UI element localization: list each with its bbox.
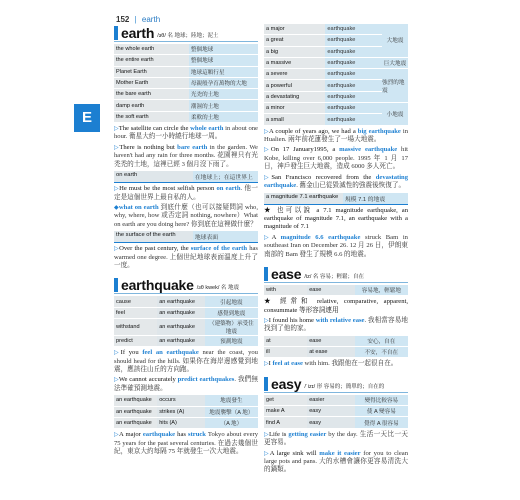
entry-header-earth [114, 26, 258, 42]
example-text: A large sink will [269, 449, 320, 457]
example-sentence [114, 144, 258, 169]
table-cell: 地球這顆行星 [189, 66, 258, 77]
example-sentence [114, 431, 258, 456]
example-text: He must be the most selfish person [119, 185, 217, 193]
entry-header-earthquake [114, 278, 258, 294]
example-highlight: magnitude 6.6 earthquake [280, 233, 361, 241]
example-highlight: getting easier [288, 430, 327, 438]
group-label: 巨大地震 [382, 58, 408, 69]
pronunciation: /ɜθ/ 名 地球；陸地；泥土 [157, 33, 219, 39]
example-highlight: predict earthquakes [177, 376, 235, 384]
table-cell: earthquake [325, 58, 382, 69]
header-word: earth [141, 15, 161, 24]
example-text: hit Kobe, killing over 6,000 people. 1995 年 1 月 17 日，神戶發生巨大地震，造成 6000 多人死亡。 [264, 146, 408, 171]
example-text: near the coast, you should head for the hills. 如果你在海岸邊感覺到地震，應該往山丘的方向跑。 [114, 349, 258, 374]
table-cell: earthquake [325, 35, 382, 46]
example-sentence [264, 174, 408, 191]
entry-header-ease [264, 267, 408, 283]
magnitude-group [264, 69, 408, 103]
example-text: has warmed one degree. 上個世紀地球表面溫度上升了一度。 [114, 245, 258, 269]
table-cell: cause [114, 296, 157, 307]
table-cell: predict [114, 335, 157, 346]
entry-bar-icon [264, 267, 268, 281]
headword: easy [271, 375, 302, 392]
table-row [114, 318, 258, 335]
example-text: The satellite can circle the [118, 125, 191, 133]
table-cell: a severe [264, 69, 325, 80]
table-row [114, 406, 258, 417]
example-highlight: on earth [216, 185, 241, 193]
table-row [114, 77, 258, 88]
group-label: 強烈的地震 [382, 69, 408, 103]
triangle-icon: ▷ [114, 350, 121, 357]
table-row [114, 296, 258, 307]
table-cell: ease [307, 336, 355, 347]
example-sentence [264, 360, 408, 368]
phrase-bar [114, 171, 258, 183]
example-text: If you [120, 349, 143, 357]
table-cell: a major [264, 24, 325, 35]
table-cell: feel [114, 307, 157, 318]
collocation-table [264, 285, 408, 296]
table-cell: an earthquake [157, 307, 205, 318]
page-header [116, 15, 160, 24]
table-row [114, 66, 258, 77]
example-sentence [114, 349, 258, 374]
table-cell: a devastating [264, 91, 325, 102]
triangle-icon: ▷ [264, 361, 269, 368]
example-highlight: whole earth [190, 125, 224, 133]
diamond-icon: ◆ [114, 204, 119, 211]
example-sentence [114, 185, 258, 202]
table-row [264, 417, 408, 428]
table-cell: an earthquake [114, 417, 157, 428]
example-text: with him. 我跟他在一起很自在。 [302, 360, 398, 368]
example-text: . 舊金山已從毀滅性的強震後恢復了。 [296, 182, 406, 190]
table-row [264, 24, 382, 35]
table-cell: 使 A 變容易 [355, 406, 408, 417]
table-cell: with [264, 285, 307, 296]
magnitude-group [264, 103, 408, 126]
table-cell: earthquake [325, 46, 382, 57]
collocation-table [264, 336, 408, 359]
table-cell: easier [307, 395, 355, 406]
table-cell: 地震襲擊（A 地） [205, 406, 258, 417]
example-text: On 17 January1995, a [270, 146, 340, 154]
table-row [114, 100, 258, 111]
table-cell: occurs [157, 395, 205, 406]
table-row [264, 347, 408, 358]
entry-bar-icon [114, 278, 118, 292]
headword: earth [121, 25, 155, 41]
example-sentence [264, 146, 408, 171]
table-row [114, 335, 258, 346]
magnitude-table [264, 58, 382, 69]
example-text: struck Bam in southeast Iran on December 26. 12 月 26 日，伊朗東南部的 Bam 發生了規模 6.6 的地震。 [264, 233, 408, 258]
triangle-icon: ▷ [114, 186, 120, 193]
table-cell: 柔軟的土地 [189, 111, 258, 122]
table-cell: 感覺到地震 [205, 307, 258, 318]
entry-bar-icon [114, 26, 118, 40]
table-cell: easy [307, 406, 355, 417]
table-cell: an earthquake [114, 395, 157, 406]
example-highlight: with relative ease [315, 317, 365, 325]
example-highlight: surface of the earth [190, 245, 248, 253]
table-row [114, 307, 258, 318]
table-row [264, 69, 382, 80]
table-row [114, 417, 258, 428]
example-text: . 我相當容易地找到了他的家。 [264, 317, 409, 333]
triangle-icon: ▷ [114, 126, 119, 133]
table-cell: Mother Earth [114, 77, 189, 88]
pronunciation: /iz/ 名 容易；輕鬆；自在 [304, 273, 364, 280]
triangle-icon: ▷ [264, 128, 269, 135]
table-row [264, 80, 382, 91]
table-cell: the soft earth [114, 111, 189, 122]
example-text: . 他一定是這個世界上最自私的人。 [114, 185, 258, 201]
table-cell: an earthquake [157, 335, 205, 346]
example-sentence [114, 245, 258, 270]
table-cell: 整個地球 [189, 55, 258, 66]
table-cell: 引起地震 [205, 296, 258, 307]
example-text: I found his home [268, 317, 316, 325]
collocation-table [264, 395, 408, 429]
headword: earthquake [121, 277, 194, 294]
example-sentence [264, 234, 408, 259]
triangle-icon: ▷ [264, 450, 270, 457]
triangle-icon: ▷ [114, 432, 120, 439]
collocation-table [114, 44, 258, 123]
page-number: 152 [116, 15, 130, 24]
table-cell: a small [264, 114, 325, 125]
table-cell: the entire earth [114, 55, 189, 66]
phrase-bar [114, 231, 258, 243]
table-cell: 不安，不自在 [355, 347, 408, 358]
triangle-icon: ▷ [114, 246, 120, 253]
table-row [264, 35, 382, 46]
table-cell: earthquake [325, 80, 382, 91]
triangle-icon: ▷ [264, 234, 272, 241]
phrase-value: 地球表面 [193, 231, 258, 243]
note-text: ★ 經常和 relative, comparative, apparent, consummate 等形容詞連用 [264, 298, 408, 314]
table-cell: 變得比較容易 [355, 395, 408, 406]
magnitude-group [264, 58, 408, 69]
example-text: A [271, 233, 281, 241]
table-row [264, 103, 382, 114]
table-cell: 地震發生 [205, 395, 258, 406]
example-highlight: massive earthquake [339, 146, 398, 154]
collocation-table [114, 395, 258, 429]
example-highlight: struck [188, 431, 206, 439]
example-text: in about one hour. 衛星大約一小時繞行地球一周。 [114, 125, 258, 141]
table-row [264, 285, 408, 296]
example-sentence [114, 376, 258, 393]
table-row [264, 91, 382, 102]
example-text: I [268, 360, 273, 368]
table-cell: an earthquake [157, 318, 205, 335]
example-sentence [114, 204, 258, 229]
table-cell: the whole earth [114, 44, 189, 55]
example-text: San Francisco recovered from the [271, 173, 376, 181]
example-highlight: make it easier [319, 449, 361, 457]
table-cell: the bare earth [114, 89, 189, 100]
table-cell: a powerful [264, 80, 325, 91]
triangle-icon: ▷ [264, 174, 272, 181]
table-cell: 潮濕的土地 [189, 100, 258, 111]
example-text: . 我們無法準確預測地震。 [114, 376, 258, 392]
example-highlight: devastating earthquake [264, 173, 408, 190]
table-row [114, 89, 258, 100]
magnitude-table [264, 24, 382, 58]
example-highlight: big earthquake [357, 127, 401, 135]
table-cell: 容易地，輕鬆地 [355, 285, 408, 296]
example-text: Life is [268, 430, 289, 438]
table-cell: earthquake [325, 91, 382, 102]
phrase-key: a magnitude 7.1 earthquake [264, 193, 343, 205]
table-row [114, 55, 258, 66]
triangle-icon: ▷ [264, 147, 271, 154]
table-cell: strikes (A) [157, 406, 205, 417]
group-label: 小地震 [382, 103, 408, 126]
example-text: Over the past century, the [119, 245, 191, 253]
magnitude-table [264, 69, 382, 103]
left-column [114, 24, 258, 458]
example-text: We cannot accurately [118, 376, 178, 384]
table-cell: an earthquake [114, 406, 157, 417]
collocation-table [114, 296, 258, 347]
table-row [114, 395, 258, 406]
table-row [264, 46, 382, 57]
example-highlight: feel an earthquake [142, 349, 199, 357]
table-cell: earthquake [325, 24, 382, 35]
table-row [264, 406, 408, 417]
table-row [264, 395, 408, 406]
table-cell: a minor [264, 103, 325, 114]
table-cell: （建築物）承受住地震 [205, 318, 258, 335]
table-cell: a great [264, 35, 325, 46]
example-text: A major [119, 431, 143, 439]
table-cell: at ease [307, 347, 355, 358]
example-highlight: bare earth [177, 143, 208, 151]
table-cell: a massive [264, 58, 325, 69]
table-cell: 覺得 A 很容易 [355, 417, 408, 428]
triangle-icon: ▷ [264, 318, 269, 325]
example-sentence [264, 128, 408, 145]
phrase-value: 規模 7.1 的地震 [343, 193, 408, 205]
table-cell: Planet Earth [114, 66, 189, 77]
entry-header-easy [264, 377, 408, 393]
table-cell: a big [264, 46, 325, 57]
table-row [264, 114, 382, 125]
phrase-bar [264, 193, 408, 205]
table-row [114, 44, 258, 55]
example-text: A couple of years ago, we had a [268, 127, 358, 135]
table-cell: earthquake [325, 103, 382, 114]
table-cell: get [264, 395, 307, 406]
table-cell: ease [307, 285, 355, 296]
table-row [264, 336, 408, 347]
table-cell: earthquake [325, 69, 382, 80]
triangle-icon: ▷ [264, 431, 269, 438]
example-highlight: what on earth [118, 203, 159, 211]
table-row [264, 58, 382, 69]
table-cell: earthquake [325, 114, 382, 125]
right-column [264, 24, 408, 477]
entry-bar-icon [264, 377, 268, 391]
example-text: has [175, 431, 188, 439]
table-cell: find A [264, 417, 307, 428]
table-cell: 整個地球 [189, 44, 258, 55]
table-cell: at [264, 336, 307, 347]
table-cell: hits (A) [157, 417, 205, 428]
example-highlight: feel at ease [272, 360, 303, 368]
example-text: in Hualien. 兩年前花蓮發生了一場大地震。 [264, 127, 409, 144]
phrase-value: 在地球上；在這世界上 [193, 171, 258, 183]
pronunciation: /ɜθ kwek/ 名 地震 [196, 285, 239, 292]
magnitude-table [264, 103, 382, 126]
example-text: Tokyo about every 75 years for the past several centuries. 在過去幾個世紀，東京大約每隔 75 年就發生一次大地震。 [114, 431, 258, 455]
section-tab: E [74, 104, 100, 132]
example-text: 到底什麼（也可以接疑問詞 who, why, where, how 或否定詞 nothing, nowhere）What on earth are you doing here? 你到底在這裡做什麼？ [114, 203, 258, 228]
triangle-icon: ▷ [114, 144, 120, 151]
table-cell: 預測地震 [205, 335, 258, 346]
table-cell: an earthquake [157, 296, 205, 307]
table-cell: easy [307, 417, 355, 428]
example-sentence [264, 317, 408, 334]
table-cell: withstand [114, 318, 157, 335]
example-sentence [264, 431, 408, 448]
table-cell: 光禿的土地 [189, 89, 258, 100]
table-cell: ill [264, 347, 307, 358]
triangle-icon: ▷ [114, 377, 119, 384]
magnitude-group [264, 24, 408, 58]
example-sentence [114, 125, 258, 142]
phrase-key: the surface of the earth [114, 231, 193, 243]
group-label: 大地震 [382, 24, 408, 58]
note-text: ★ 也可以說 a 7.1 magnitude earthquake, an earthquake of magnitude 7.1, an earthquake with a magnitude of 7.1 [264, 206, 408, 231]
example-highlight: earthquake [142, 431, 176, 439]
pronunciation: /ˈizɪ/ 形 容易的；簡單的；自在的 [304, 383, 385, 390]
table-cell: （A 地） [205, 417, 258, 428]
example-sentence [264, 450, 408, 475]
headword: ease [271, 265, 302, 282]
phrase-key: on earth [114, 171, 193, 183]
header-separator: | [134, 15, 137, 24]
table-row [114, 111, 258, 122]
example-text: in the garden. We haven't had any rain for three months. 花園裡只有光禿禿的土地，這裡已經 3 個月沒下雨了。 [114, 143, 258, 168]
table-cell: 母親般孕育萬物的大地 [189, 77, 258, 88]
table-cell: damp earth [114, 100, 189, 111]
table-cell: 安心，自在 [355, 336, 408, 347]
example-text: for you to clean large pots and pans. 大的水槽會讓你更容易清洗大的鍋類。 [264, 449, 408, 474]
table-cell: make A [264, 406, 307, 417]
example-text: by the day. 生活一天比一天更容易。 [264, 430, 409, 447]
example-text: There is nothing but [119, 143, 178, 151]
